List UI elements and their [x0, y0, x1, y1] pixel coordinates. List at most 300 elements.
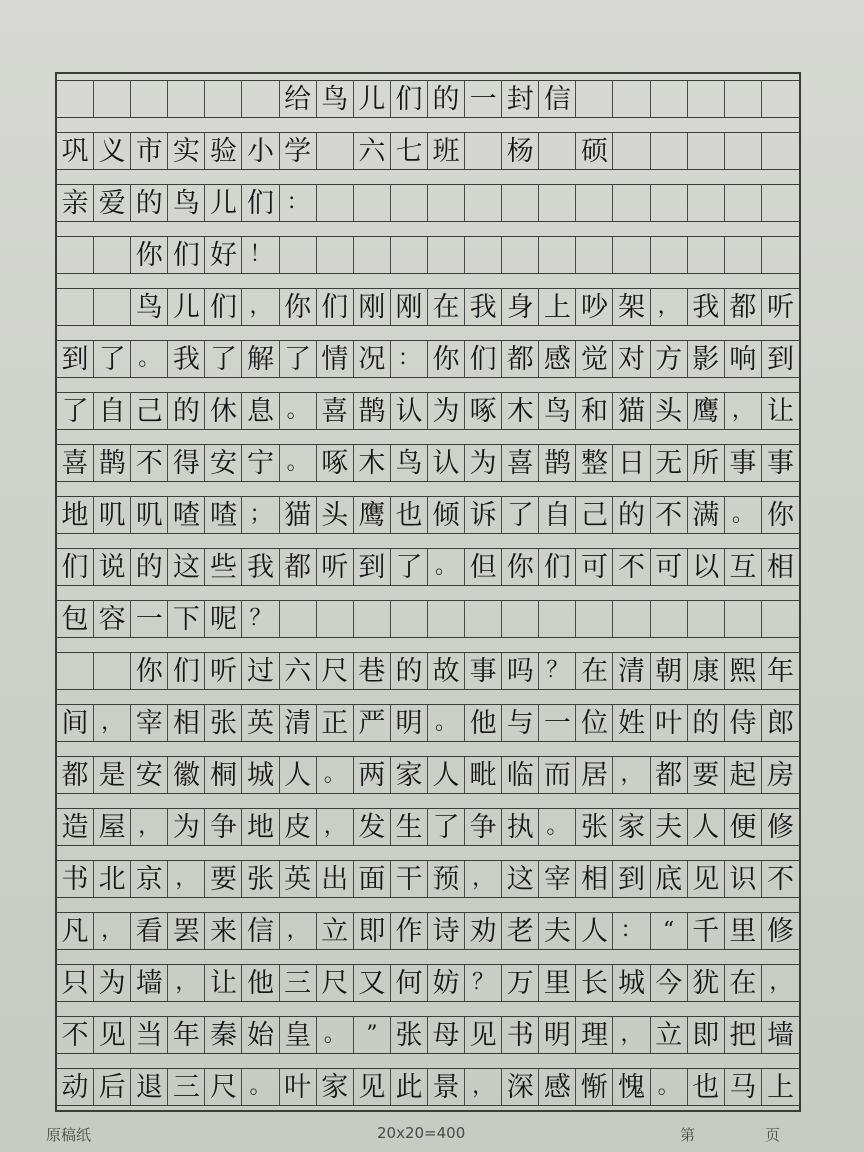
grid-cell: 你	[280, 289, 317, 325]
grid-cell: 学	[280, 133, 317, 169]
grid-cell: 况	[354, 341, 391, 377]
grid-cell: 只	[57, 965, 94, 1001]
grid-cell: 可	[576, 549, 613, 585]
grid-cell: 到	[613, 861, 650, 897]
grid-cell: 些	[205, 549, 242, 585]
grid-cell: 今	[651, 965, 688, 1001]
grid-cell: 认	[391, 393, 428, 429]
grid-cell: 安	[131, 757, 168, 793]
grid-cell	[539, 601, 576, 637]
grid-cell	[539, 237, 576, 273]
grid-cell: 康	[688, 653, 725, 689]
text-line	[57, 132, 799, 170]
grid-cell: 了	[391, 549, 428, 585]
grid-cell: 与	[502, 705, 539, 741]
grid-cell: 我	[465, 289, 502, 325]
grid-cell	[168, 81, 205, 117]
grid-cell: 巷	[354, 653, 391, 689]
grid-cell: 。	[242, 1069, 279, 1105]
grid-cell: 要	[688, 757, 725, 793]
grid-cell: 喳	[205, 497, 242, 533]
grid-cell	[131, 81, 168, 117]
grid-cell: 们	[168, 653, 205, 689]
grid-cell: 们	[539, 549, 576, 585]
text-line	[57, 964, 799, 1002]
grid-cell: 事	[725, 445, 762, 481]
grid-cell: 年	[766, 655, 794, 687]
grid-cell: 验	[205, 133, 242, 169]
grid-cell: 情	[317, 341, 354, 377]
grid-cell: 徽	[168, 757, 205, 793]
grid-cell: 我	[242, 549, 279, 585]
grid-cell: 两	[354, 757, 391, 793]
grid-cell	[94, 289, 131, 325]
grid-cell: 们	[391, 81, 428, 117]
grid-cell: 见	[354, 1069, 391, 1105]
grid-cell: 皮	[280, 809, 317, 845]
grid-cell	[280, 237, 317, 273]
grid-cell: 要	[205, 861, 242, 897]
grid-cell: 人	[428, 757, 465, 793]
grid-cell	[94, 81, 131, 117]
grid-cell: 他	[242, 965, 279, 1001]
grid-cell: 事	[766, 447, 794, 479]
grid-cell: 叽	[131, 497, 168, 533]
grid-cell: 身	[502, 289, 539, 325]
grid-cell: 凡	[57, 913, 94, 949]
grid-cell	[280, 601, 317, 637]
grid-cell: 看	[131, 913, 168, 949]
grid-cell	[94, 653, 131, 689]
grid-cell: 正	[317, 705, 354, 741]
grid-cell: 封	[502, 81, 539, 117]
grid-cell: 家	[317, 1069, 354, 1105]
grid-cell: 退	[131, 1069, 168, 1105]
grid-cell	[688, 133, 725, 169]
grid-cell: 我	[688, 289, 725, 325]
grid-cell: 你	[131, 237, 168, 273]
grid-cell: 呢	[205, 601, 242, 637]
grid-cell: 妨	[428, 965, 465, 1001]
paper-type-label: 原稿纸	[46, 1126, 92, 1144]
grid-cell: ，	[94, 913, 131, 949]
text-line	[57, 548, 799, 586]
grid-cell: 临	[502, 757, 539, 793]
grid-cell	[613, 185, 650, 221]
grid-cell: 。	[317, 1017, 354, 1053]
grid-cell: 让	[766, 395, 794, 427]
grid-cell: 满	[688, 497, 725, 533]
grid-cell: 姓	[613, 705, 650, 741]
grid-cell: 们	[317, 289, 354, 325]
grid-cell: 起	[725, 757, 762, 793]
grid-cell: 张	[576, 809, 613, 845]
grid-cell: ，	[168, 965, 205, 1001]
grid-cell: 立	[317, 913, 354, 949]
grid-cell: 方	[651, 341, 688, 377]
grid-cell: 让	[205, 965, 242, 1001]
grid-cell: 安	[205, 445, 242, 481]
grid-cell: 自	[94, 393, 131, 429]
grid-cell	[762, 601, 799, 637]
grid-cell: ：	[391, 341, 428, 377]
grid-cell: 不	[131, 445, 168, 481]
grid-cell	[576, 81, 613, 117]
grid-cell: 修	[766, 811, 794, 843]
grid-cell: 巩	[57, 133, 94, 169]
grid-cell: 始	[242, 1017, 279, 1053]
grid-cell	[317, 185, 354, 221]
text-line	[57, 184, 799, 222]
grid-cell	[725, 81, 762, 117]
grid-cell: 造	[57, 809, 94, 845]
grid-cell: 一	[539, 705, 576, 741]
grid-cell: 人	[280, 757, 317, 793]
grid-cell	[688, 81, 725, 117]
grid-cell	[317, 601, 354, 637]
grid-cell: 不	[651, 497, 688, 533]
grid-cell: 鸟	[539, 393, 576, 429]
grid-cell: 此	[391, 1069, 428, 1105]
grid-cell: 相	[576, 861, 613, 897]
grid-cell: 吗	[502, 653, 539, 689]
grid-cell: 的	[688, 705, 725, 741]
grid-cell: 房	[766, 759, 794, 791]
grid-cell: 互	[725, 549, 762, 585]
grid-cell: 说	[94, 549, 131, 585]
grid-cell: 面	[354, 861, 391, 897]
grid-cell: 毗	[465, 757, 502, 793]
text-line	[57, 392, 799, 430]
grid-cell: 市	[131, 133, 168, 169]
grid-cell: 即	[354, 913, 391, 949]
grid-cell: 见	[465, 1017, 502, 1053]
grid-cell: 景	[428, 1069, 465, 1105]
grid-cell: 的	[168, 393, 205, 429]
grid-cell: 都	[280, 549, 317, 585]
grid-cell: 预	[428, 861, 465, 897]
grid-cell: 家	[613, 809, 650, 845]
grid-cell: 了	[502, 497, 539, 533]
grid-cell: 。	[651, 1069, 688, 1105]
grid-cell: 亲	[57, 185, 94, 221]
grid-cell: 桐	[205, 757, 242, 793]
grid-cell: 修	[766, 915, 794, 947]
grid-cell: 千	[688, 913, 725, 949]
grid-cell: 影	[688, 341, 725, 377]
grid-cell	[502, 237, 539, 273]
grid-cell: 和	[576, 393, 613, 429]
grid-cell: 里	[539, 965, 576, 1001]
grid-cell: 宰	[539, 861, 576, 897]
grid-cell: 息	[242, 393, 279, 429]
grid-cell: 为	[94, 965, 131, 1001]
grid-cell: 头	[317, 497, 354, 533]
grid-cell: 都	[651, 757, 688, 793]
grid-cell	[762, 133, 799, 169]
grid-cell: 信	[539, 81, 576, 117]
grid-cell: 居	[576, 757, 613, 793]
page-suffix-label: 页	[765, 1126, 781, 1144]
grid-cell	[57, 289, 94, 325]
grid-cell: 义	[94, 133, 131, 169]
text-line	[57, 444, 799, 482]
grid-cell: 是	[94, 757, 131, 793]
grid-cell: 皇	[280, 1017, 317, 1053]
grid-cell: 为	[168, 809, 205, 845]
grid-cell: 。	[317, 757, 354, 793]
page-prefix-label: 第	[680, 1126, 696, 1144]
grid-cell: 动	[57, 1069, 94, 1105]
grid-cell: 宁	[242, 445, 279, 481]
grid-cell: 三	[168, 1069, 205, 1105]
grid-cell: 的	[131, 549, 168, 585]
grid-cell: 了	[428, 809, 465, 845]
grid-cell: 了	[205, 341, 242, 377]
grid-cell: 给	[280, 81, 317, 117]
grid-cell: 人	[688, 809, 725, 845]
grid-cell	[391, 185, 428, 221]
grid-cell: 便	[725, 809, 762, 845]
grid-cell: 的	[131, 185, 168, 221]
grid-cell: 叶	[280, 1069, 317, 1105]
grid-cell: 英	[242, 705, 279, 741]
grid-cell	[725, 237, 762, 273]
grid-cell: 鹰	[688, 393, 725, 429]
grid-cell: 鹊	[539, 445, 576, 481]
grid-cell: ，	[94, 705, 131, 741]
grid-cell: 儿	[168, 289, 205, 325]
grid-cell: 他	[465, 705, 502, 741]
grid-cell: 明	[391, 705, 428, 741]
grid-cell	[725, 133, 762, 169]
grid-cell	[391, 237, 428, 273]
grid-cell: ：	[280, 185, 317, 221]
grid-cell: 这	[168, 549, 205, 585]
grid-cell: 为	[428, 393, 465, 429]
grid-cell: 刚	[391, 289, 428, 325]
grid-cell: 。	[131, 341, 168, 377]
grid-cell: ，	[242, 289, 279, 325]
grid-cell	[354, 237, 391, 273]
grid-cell: 墙	[766, 1019, 794, 1051]
grid-cell	[205, 81, 242, 117]
grid-cell: 刚	[354, 289, 391, 325]
grid-cell: 张	[205, 705, 242, 741]
grid-cell	[465, 133, 502, 169]
grid-cell: 夫	[651, 809, 688, 845]
grid-cell: 位	[576, 705, 613, 741]
grid-cell: 鹊	[354, 393, 391, 429]
grid-cell: 听	[205, 653, 242, 689]
text-line	[57, 236, 799, 274]
grid-cell	[762, 237, 799, 273]
grid-cell: 。	[280, 445, 317, 481]
grid-cell	[688, 601, 725, 637]
grid-cell: 侍	[725, 705, 762, 741]
grid-cell: 明	[539, 1017, 576, 1053]
grid-cell	[465, 185, 502, 221]
grid-cell: 地	[57, 497, 94, 533]
grid-cell: 好	[205, 237, 242, 273]
grid-cell: 你	[131, 653, 168, 689]
grid-cell: 里	[725, 913, 762, 949]
grid-cell: ：	[613, 913, 650, 949]
grid-cell: 解	[242, 341, 279, 377]
grid-cell	[651, 601, 688, 637]
grid-cell: 事	[465, 653, 502, 689]
grid-cell	[613, 133, 650, 169]
grid-cell: 杨	[502, 133, 539, 169]
grid-cell	[725, 185, 762, 221]
grid-cell: 干	[391, 861, 428, 897]
grid-cell: 清	[613, 653, 650, 689]
grid-cell: 识	[725, 861, 762, 897]
grid-cell	[651, 185, 688, 221]
grid-cell	[502, 601, 539, 637]
grid-cell: 张	[242, 861, 279, 897]
grid-cell	[502, 185, 539, 221]
grid-cell: 立	[651, 1017, 688, 1053]
grid-cell: 认	[428, 445, 465, 481]
grid-cell: 以	[688, 549, 725, 585]
grid-cell: 争	[205, 809, 242, 845]
grid-cell: 猫	[613, 393, 650, 429]
grid-cell: 见	[688, 861, 725, 897]
grid-cell: ；	[242, 497, 279, 533]
grid-size-label: 20x20=400	[377, 1124, 466, 1142]
grid-cell	[428, 601, 465, 637]
grid-cell: 也	[391, 497, 428, 533]
grid-cell: 严	[354, 705, 391, 741]
text-line	[57, 756, 799, 794]
writing-grid	[55, 72, 801, 1112]
grid-cell: 都	[502, 341, 539, 377]
grid-cell: 倾	[428, 497, 465, 533]
grid-cell: 听	[766, 291, 794, 323]
grid-cell: 三	[280, 965, 317, 1001]
grid-cell: 六	[354, 133, 391, 169]
grid-cell: 鹊	[94, 445, 131, 481]
grid-cell: 作	[391, 913, 428, 949]
grid-cell: 秦	[205, 1017, 242, 1053]
grid-cell	[613, 601, 650, 637]
grid-cell: 争	[465, 809, 502, 845]
text-line	[57, 1016, 799, 1054]
grid-cell: 班	[428, 133, 465, 169]
grid-cell: 。	[428, 705, 465, 741]
grid-cell: 的	[391, 653, 428, 689]
grid-cell: ”	[354, 1017, 391, 1053]
text-line	[57, 860, 799, 898]
grid-cell	[57, 653, 94, 689]
grid-cell: 墙	[131, 965, 168, 1001]
grid-cell: ，	[613, 757, 650, 793]
grid-cell: 自	[539, 497, 576, 533]
grid-cell: ？	[242, 601, 279, 637]
grid-cell: 响	[725, 341, 762, 377]
grid-cell	[57, 237, 94, 273]
grid-cell: 无	[651, 445, 688, 481]
grid-cell: 包	[57, 601, 94, 637]
grid-cell: 实	[168, 133, 205, 169]
grid-cell: 都	[725, 289, 762, 325]
grid-cell: 啄	[465, 393, 502, 429]
grid-cell: 城	[242, 757, 279, 793]
grid-cell: 们	[205, 289, 242, 325]
grid-cell: 宰	[131, 705, 168, 741]
grid-cell: 了	[57, 393, 94, 429]
grid-cell: ，	[613, 1017, 650, 1053]
grid-cell: 而	[539, 757, 576, 793]
grid-cell: 郎	[766, 707, 794, 739]
grid-cell	[688, 237, 725, 273]
grid-cell	[762, 81, 799, 117]
grid-cell: 对	[613, 341, 650, 377]
grid-cell: ？	[465, 965, 502, 1001]
grid-cell	[651, 237, 688, 273]
grid-cell: 感	[539, 341, 576, 377]
grid-cell	[465, 601, 502, 637]
grid-cell: 尺	[205, 1069, 242, 1105]
grid-cell: 鸟	[168, 185, 205, 221]
grid-cell: 深	[502, 1069, 539, 1105]
grid-cell: 头	[651, 393, 688, 429]
grid-cell: 叶	[651, 705, 688, 741]
grid-cell: ，	[769, 970, 792, 995]
grid-cell: 都	[57, 757, 94, 793]
grid-cell: 劝	[465, 913, 502, 949]
grid-cell: 你	[428, 341, 465, 377]
grid-cell: 可	[651, 549, 688, 585]
grid-cell	[651, 81, 688, 117]
grid-cell: 信	[242, 913, 279, 949]
grid-cell	[539, 133, 576, 169]
grid-cell: ？	[539, 653, 576, 689]
grid-cell: 又	[354, 965, 391, 1001]
grid-cell: 相	[766, 551, 794, 583]
grid-cell: ，	[651, 289, 688, 325]
grid-cell: 了	[94, 341, 131, 377]
grid-cell: 书	[502, 1017, 539, 1053]
grid-cell: 熙	[725, 653, 762, 689]
grid-cell: 家	[391, 757, 428, 793]
grid-cell	[354, 601, 391, 637]
grid-cell: 儿	[205, 185, 242, 221]
grid-cell: 生	[391, 809, 428, 845]
text-line	[57, 808, 799, 846]
text-line	[57, 1068, 799, 1106]
grid-cell: 诉	[465, 497, 502, 533]
grid-cell: 架	[613, 289, 650, 325]
grid-cell: ，	[168, 861, 205, 897]
grid-cell: 犹	[688, 965, 725, 1001]
grid-cell: 小	[242, 133, 279, 169]
grid-cell: 故	[428, 653, 465, 689]
grid-cell: 木	[502, 393, 539, 429]
grid-cell: 猫	[280, 497, 317, 533]
grid-cell	[391, 601, 428, 637]
grid-cell: 尺	[317, 965, 354, 1001]
grid-cell: ，	[465, 861, 502, 897]
grid-cell: 整	[576, 445, 613, 481]
grid-cell: 相	[168, 705, 205, 741]
grid-cell: 到	[57, 341, 94, 377]
grid-cell: 上	[766, 1071, 794, 1103]
grid-cell: 了	[280, 341, 317, 377]
grid-cell: 在	[576, 653, 613, 689]
grid-cell: 喜	[317, 393, 354, 429]
